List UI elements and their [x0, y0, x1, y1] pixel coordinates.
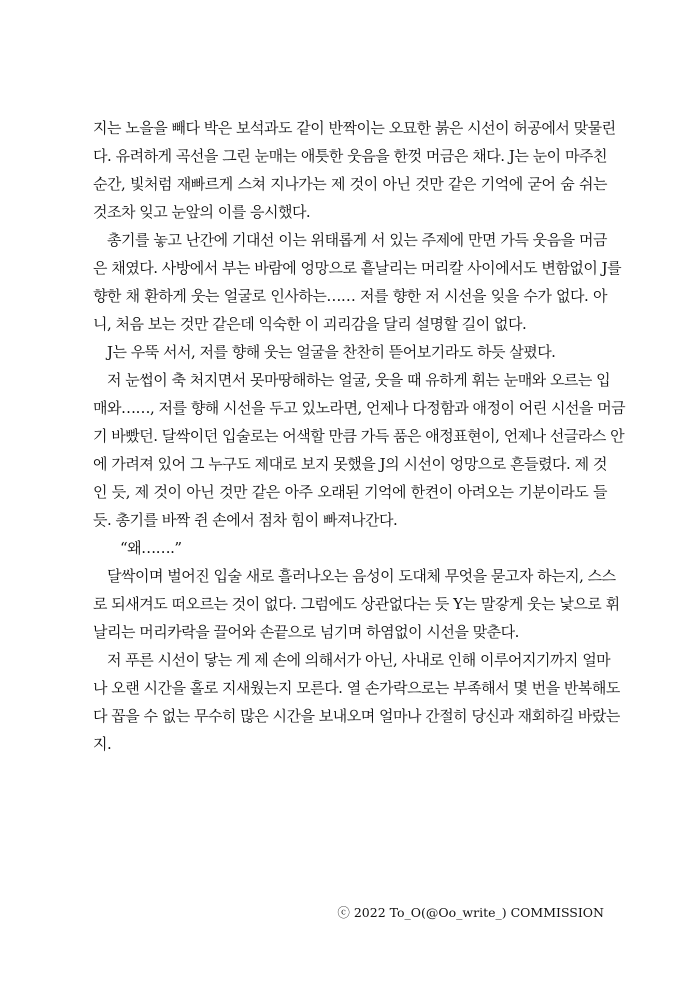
- text-line: 날리는 머리카락을 끌어와 손끝으로 넘기며 하염없이 시선을 맞춘다.: [93, 623, 519, 641]
- paragraph: [93, 226, 622, 338]
- text-line: 저 푸른 시선이 닿는 게 제 손에 의해서가 아닌, 사내로 인해 이루어지기까지 얼마: [107, 651, 611, 669]
- text-line: 나 오랜 시간을 홀로 지새웠는지 모른다. 열 손가락으로는 부족해서 몇 번을 반복해도: [93, 679, 620, 697]
- text-line: 달싹이며 벌어진 입술 새로 흘러나오는 음성이 도대체 무엇을 묻고자 하는지, 스스: [107, 567, 616, 585]
- text-line: 은 채였다. 사방에서 부는 바람에 엉망으로 흩날리는 머리칼 사이에서도 변함없이 J를: [93, 259, 622, 277]
- text-line: 저 눈썹이 축 처지면서 못마땅해하는 얼굴, 웃을 때 유하게 휘는 눈매와 오르는 입: [107, 371, 611, 389]
- text-line: J는 우뚝 서서, 저를 향해 웃는 얼굴을 찬찬히 뜯어보기라도 하듯 살폈다.: [107, 343, 556, 361]
- paragraph: [93, 366, 626, 534]
- text-line: 순간, 빛처럼 재빠르게 스쳐 지나가는 제 것이 아닌 것만 같은 기억에 굳어 숨 쉬는: [93, 175, 607, 193]
- text-line: 지는 노을을 빼다 박은 보석과도 같이 반짝이는 오묘한 붉은 시선이 허공에서 맞물린: [93, 119, 616, 137]
- text-line: 다. 유려하게 곡선을 그린 눈매는 애틋한 웃음을 한껏 머금은 채다. J는 눈이 마주친: [93, 147, 607, 165]
- text-line: 다 꼽을 수 없는 무수히 많은 시간을 보내오며 얼마나 간절히 당신과 재회하길 바랐는: [93, 707, 620, 725]
- paragraph: [93, 114, 616, 226]
- text-line: 인 듯, 제 것이 아닌 것만 같은 아주 오래된 기억에 한켠이 아려오는 기분이라도 들: [93, 483, 607, 501]
- paragraph: [93, 338, 607, 366]
- text-line: “왜…….”: [120, 539, 182, 557]
- text-line: 듯. 총기를 바짝 쥔 손에서 점차 힘이 빠져나간다.: [93, 511, 398, 529]
- text-line: 니, 처음 보는 것만 같은데 익숙한 이 괴리감을 달리 설명할 길이 없다.: [93, 315, 527, 333]
- text-line: 지.: [93, 735, 112, 753]
- text-line: 에 가려져 있어 그 누구도 제대로 보지 못했을 J의 시선이 엉망으로 흔들렸다. 제 것: [93, 455, 607, 473]
- text-line: 것조차 잊고 눈앞의 이를 응시했다.: [93, 203, 311, 221]
- copyright-footer: ⓒ 2022 To_O(@Oo_write_) COMMISSION: [337, 905, 604, 920]
- text-line: 기 바빴던. 달싹이던 입술로는 어색할 만큼 가득 품은 애정표현이, 언제나 선글라스 안: [93, 427, 625, 445]
- paragraph: [93, 646, 620, 758]
- story-text: [93, 114, 626, 758]
- text-line: 매와……, 저를 향해 시선을 두고 있노라면, 언제나 다정함과 애정이 어린 시선을 머금: [93, 399, 626, 417]
- dialogue-paragraph: [93, 534, 607, 562]
- text-line: 향한 채 환하게 웃는 얼굴로 인사하는…… 저를 향한 저 시선을 잊을 수가 없다. 아: [93, 287, 607, 305]
- text-line: 총기를 놓고 난간에 기대선 이는 위태롭게 서 있는 주제에 만면 가득 웃음을 머금: [107, 231, 607, 249]
- paragraph: [93, 562, 620, 646]
- text-line: 로 되새겨도 떠오르는 것이 없다. 그럼에도 상관없다는 듯 Y는 말갛게 웃는 낯으로 휘: [93, 595, 620, 613]
